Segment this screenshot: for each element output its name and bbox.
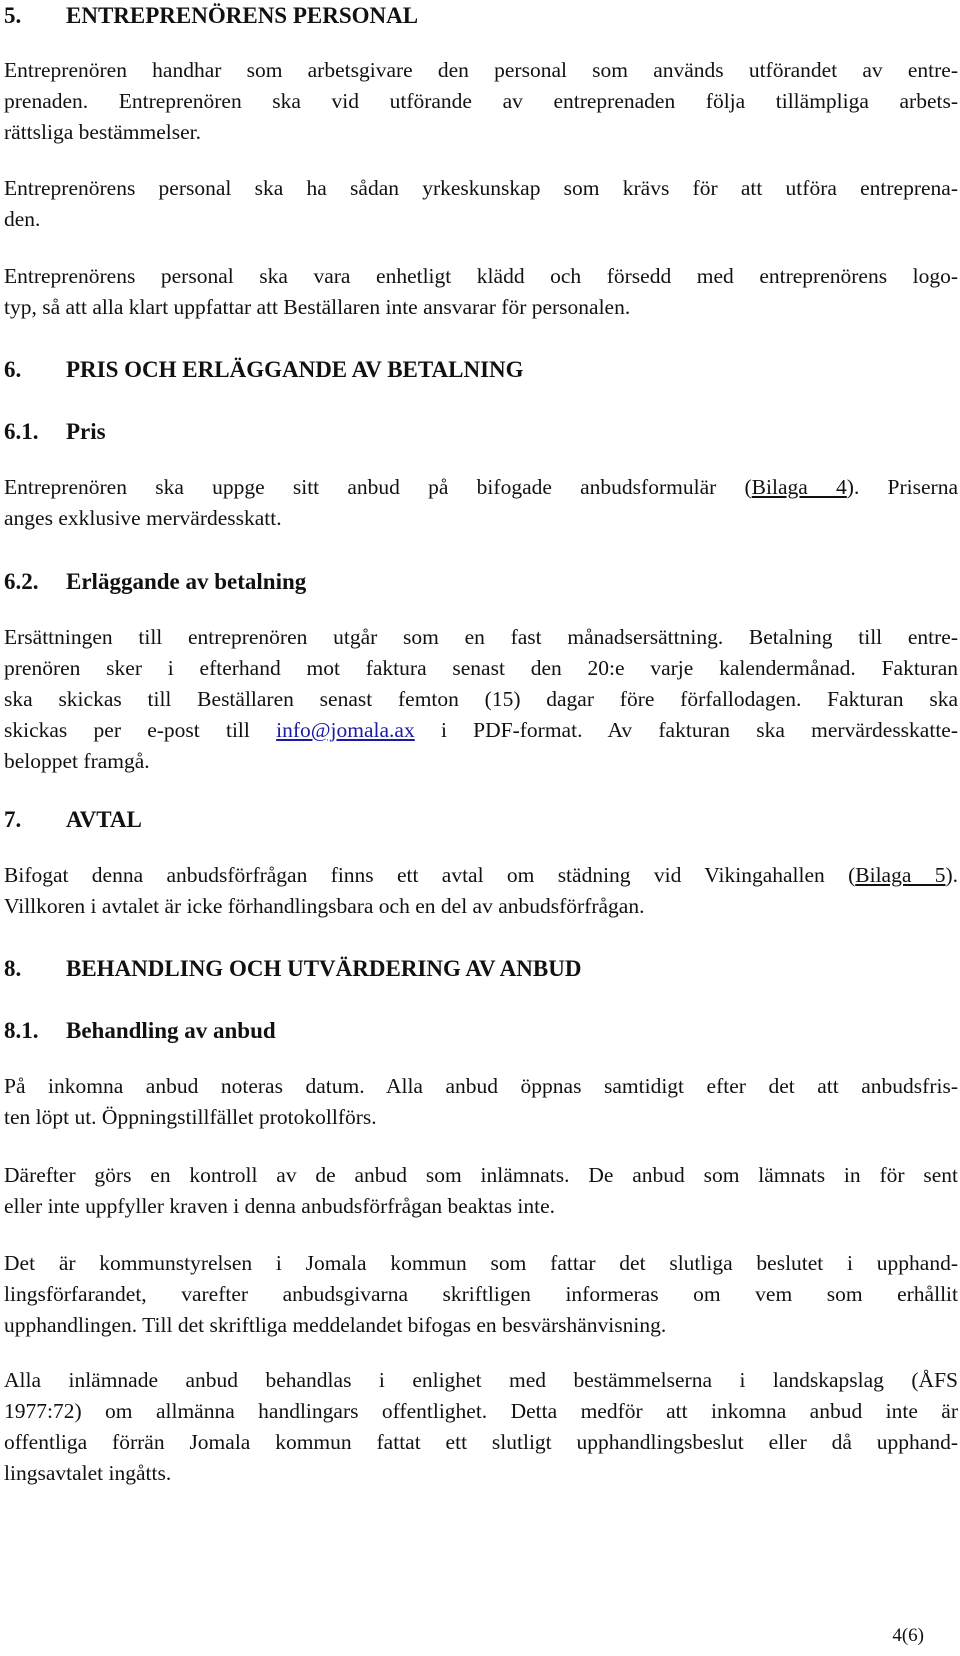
section-6-heading [4, 356, 524, 384]
paragraph [4, 1365, 958, 1489]
section-title: Erläggande av betalning [66, 569, 307, 594]
paragraph [4, 261, 958, 323]
subsection-8-1-heading [4, 1017, 276, 1045]
text-line: 1977:72) om allmänna handlingars offentlighet. Detta medför att inkomna anbud inte är [4, 1399, 958, 1423]
text-line: Entreprenörens personal ska vara enhetligt klädd och försedd med entreprenörens logo- [4, 264, 958, 288]
paragraph [4, 1160, 958, 1222]
text-line: Därefter görs en kontroll av de anbud som inlämnats. De anbud som lämnats in för sent [4, 1163, 958, 1187]
text-span: ). [945, 863, 959, 887]
text-line: lingsavtalet ingåtts. [4, 1461, 172, 1485]
section-title: ENTREPRENÖRENS PERSONAL [66, 3, 419, 28]
bilaga-4-reference: Bilaga 4 [751, 475, 847, 499]
email-link[interactable]: info@jomala.ax [276, 718, 415, 742]
text-line: Det är kommunstyrelsen i Jomala kommun som fattar det slutliga beslutet i upphand- [4, 1251, 958, 1275]
subsection-6-1-heading [4, 418, 106, 446]
section-number: 6. [4, 357, 22, 382]
text-line: På inkomna anbud noteras datum. Alla anbud öppnas samtidigt efter det att anbudsfris- [4, 1074, 958, 1098]
text-line: typ, så att alla klart uppfattar att Beställaren inte ansvarar för personalen. [4, 295, 631, 319]
section-title: Behandling av anbud [66, 1018, 276, 1043]
text-span: ). Priserna [846, 475, 959, 499]
text-line: rättsliga bestämmelser. [4, 120, 202, 144]
paragraph [4, 622, 958, 777]
section-title: PRIS OCH ERLÄGGANDE AV BETALNING [66, 357, 524, 382]
text-line: Alla inlämnade anbud behandlas i enlighet med bestämmelserna i landskapslag (ÅFS [4, 1368, 958, 1392]
section-7-heading [4, 806, 142, 834]
subsection-6-2-heading [4, 568, 306, 596]
section-8-heading [4, 955, 581, 983]
text-line [4, 472, 958, 503]
text-line: eller inte uppfyller kraven i denna anbudsförfrågan beaktas inte. [4, 1194, 556, 1218]
section-title: BEHANDLING OCH UTVÄRDERING AV ANBUD [66, 956, 582, 981]
paragraph [4, 860, 958, 922]
text-span: i PDF-format. Av fakturan ska mervärdesskatte- [414, 718, 958, 742]
text-line: ska skickas till Beställaren senast femton (15) dagar före förfallodagen. Fakturan ska [4, 687, 958, 711]
text-line: den. [4, 207, 41, 231]
text-line: beloppet framgå. [4, 749, 150, 773]
text-line: lingsförfarandet, varefter anbudsgivarna skriftligen informeras om vem som erhållit [4, 1282, 958, 1306]
bilaga-5-reference: Bilaga 5 [855, 863, 946, 887]
text-line: ten löpt ut. Öppningstillfället protokollförs. [4, 1105, 377, 1129]
text-line [4, 715, 958, 746]
paragraph [4, 472, 958, 534]
text-line [4, 860, 958, 891]
text-span: Bifogat denna anbudsförfrågan finns ett avtal om städning vid Vikingahallen ( [4, 863, 856, 887]
paragraph [4, 1248, 958, 1341]
text-line: Ersättningen till entreprenören utgår som en fast månadsersättning. Betalning till entre- [4, 625, 958, 649]
section-number: 7. [4, 807, 22, 832]
paragraph [4, 1071, 958, 1133]
text-line: anges exklusive mervärdesskatt. [4, 506, 282, 530]
section-number: 6.2. [4, 569, 39, 594]
text-line: prenaden. Entreprenören ska vid utförande av entreprenaden följa tillämpliga arbets- [4, 89, 958, 113]
section-number: 5. [4, 3, 22, 28]
paragraph [4, 173, 958, 235]
text-line: offentliga förrän Jomala kommun fattat ett slutligt upphandlingsbeslut eller då upphand- [4, 1430, 958, 1454]
section-title: AVTAL [66, 807, 142, 832]
section-title: Pris [66, 419, 106, 444]
text-line: Entreprenören handhar som arbetsgivare den personal som används utförandet av entre- [4, 58, 958, 82]
text-line: Villkoren i avtalet är icke förhandlingsbara och en del av anbudsförfrågan. [4, 894, 645, 918]
section-number: 6.1. [4, 419, 39, 444]
text-line: prenören sker i efterhand mot faktura senast den 20:e varje kalendermånad. Fakturan [4, 656, 958, 680]
text-span: skickas per e-post till [4, 718, 277, 742]
text-line: upphandlingen. Till det skriftliga meddelandet bifogas en besvärshänvisning. [4, 1313, 667, 1337]
paragraph [4, 55, 958, 148]
text-span: Entreprenören ska uppge sitt anbud på bifogade anbudsformulär ( [4, 475, 752, 499]
section-number: 8.1. [4, 1018, 39, 1043]
section-number: 8. [4, 956, 22, 981]
section-5-heading [4, 2, 418, 30]
text-line: Entreprenörens personal ska ha sådan yrkeskunskap som krävs för att utföra entreprena- [4, 176, 958, 200]
page-number: 4(6) [892, 1625, 924, 1646]
